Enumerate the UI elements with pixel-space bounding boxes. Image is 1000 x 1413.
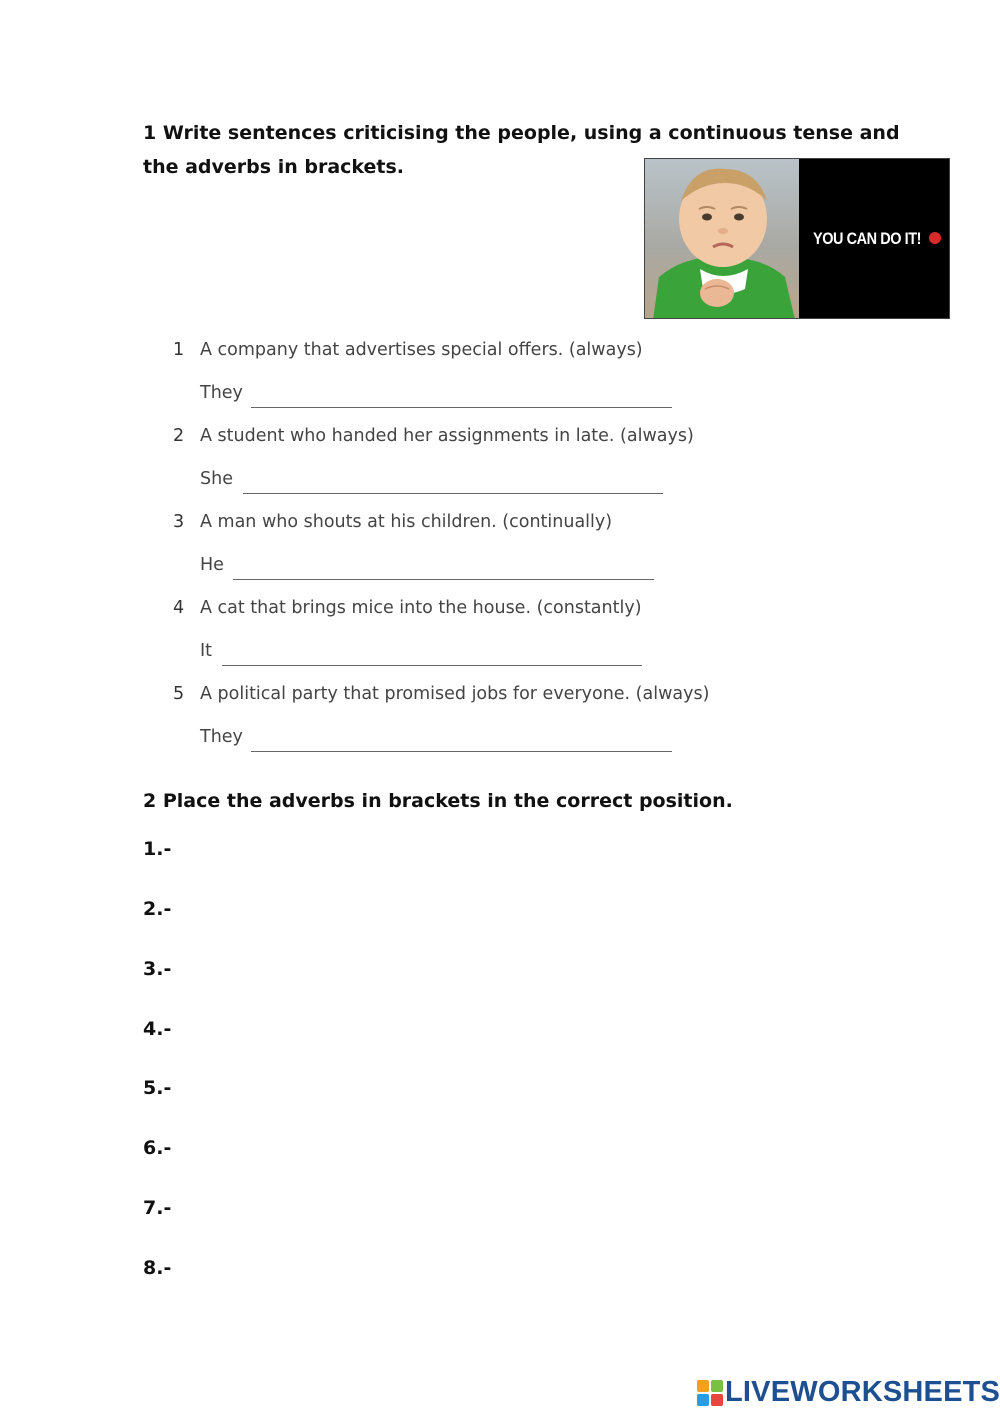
answer-number-6: 6.- bbox=[143, 1137, 172, 1159]
item-subject: It bbox=[200, 641, 213, 661]
item-number: 3 bbox=[173, 512, 185, 532]
answer-line-3[interactable] bbox=[233, 579, 654, 580]
item-prompt: A political party that promised jobs for everyone. (always) bbox=[200, 684, 710, 704]
liveworksheets-logo-icon bbox=[697, 1380, 723, 1406]
item-number: 4 bbox=[173, 598, 185, 618]
record-dot-icon bbox=[929, 232, 941, 244]
answer-number-4: 4.- bbox=[143, 1018, 172, 1040]
answer-number-2: 2.- bbox=[143, 898, 172, 920]
answer-number-3: 3.- bbox=[143, 958, 172, 980]
item-subject: He bbox=[200, 555, 224, 575]
motivational-image bbox=[644, 158, 950, 319]
exercise1-heading-line1: 1 Write sentences criticising the people, using a continuous tense and bbox=[143, 122, 900, 144]
item-subject: They bbox=[200, 727, 243, 747]
item-number: 2 bbox=[173, 426, 185, 446]
exercise1-heading-line2: the adverbs in brackets. bbox=[143, 156, 405, 178]
item-prompt: A cat that brings mice into the house. (constantly) bbox=[200, 598, 642, 618]
answer-number-8: 8.- bbox=[143, 1257, 172, 1279]
item-prompt: A company that advertises special offers. (always) bbox=[200, 340, 643, 360]
image-caption: YOU CAN DO IT! bbox=[813, 229, 922, 248]
answer-line-4[interactable] bbox=[222, 665, 642, 666]
answer-line-2[interactable] bbox=[243, 493, 663, 494]
item-subject: They bbox=[200, 383, 243, 403]
item-prompt: A student who handed her assignments in late. (always) bbox=[200, 426, 694, 446]
item-number: 5 bbox=[173, 684, 185, 704]
item-subject: She bbox=[200, 469, 233, 489]
logo-text: LIVEWORKSHEETS bbox=[725, 1376, 1000, 1408]
item-prompt: A man who shouts at his children. (continually) bbox=[200, 512, 613, 532]
answer-number-5: 5.- bbox=[143, 1077, 172, 1099]
answer-line-5[interactable] bbox=[251, 751, 672, 752]
exercise2-heading: 2 Place the adverbs in brackets in the correct position. bbox=[143, 790, 733, 812]
answer-number-1: 1.- bbox=[143, 838, 172, 860]
baby-photo bbox=[645, 159, 799, 319]
item-number: 1 bbox=[173, 340, 185, 360]
answer-line-1[interactable] bbox=[251, 407, 672, 408]
answer-number-7: 7.- bbox=[143, 1197, 172, 1219]
